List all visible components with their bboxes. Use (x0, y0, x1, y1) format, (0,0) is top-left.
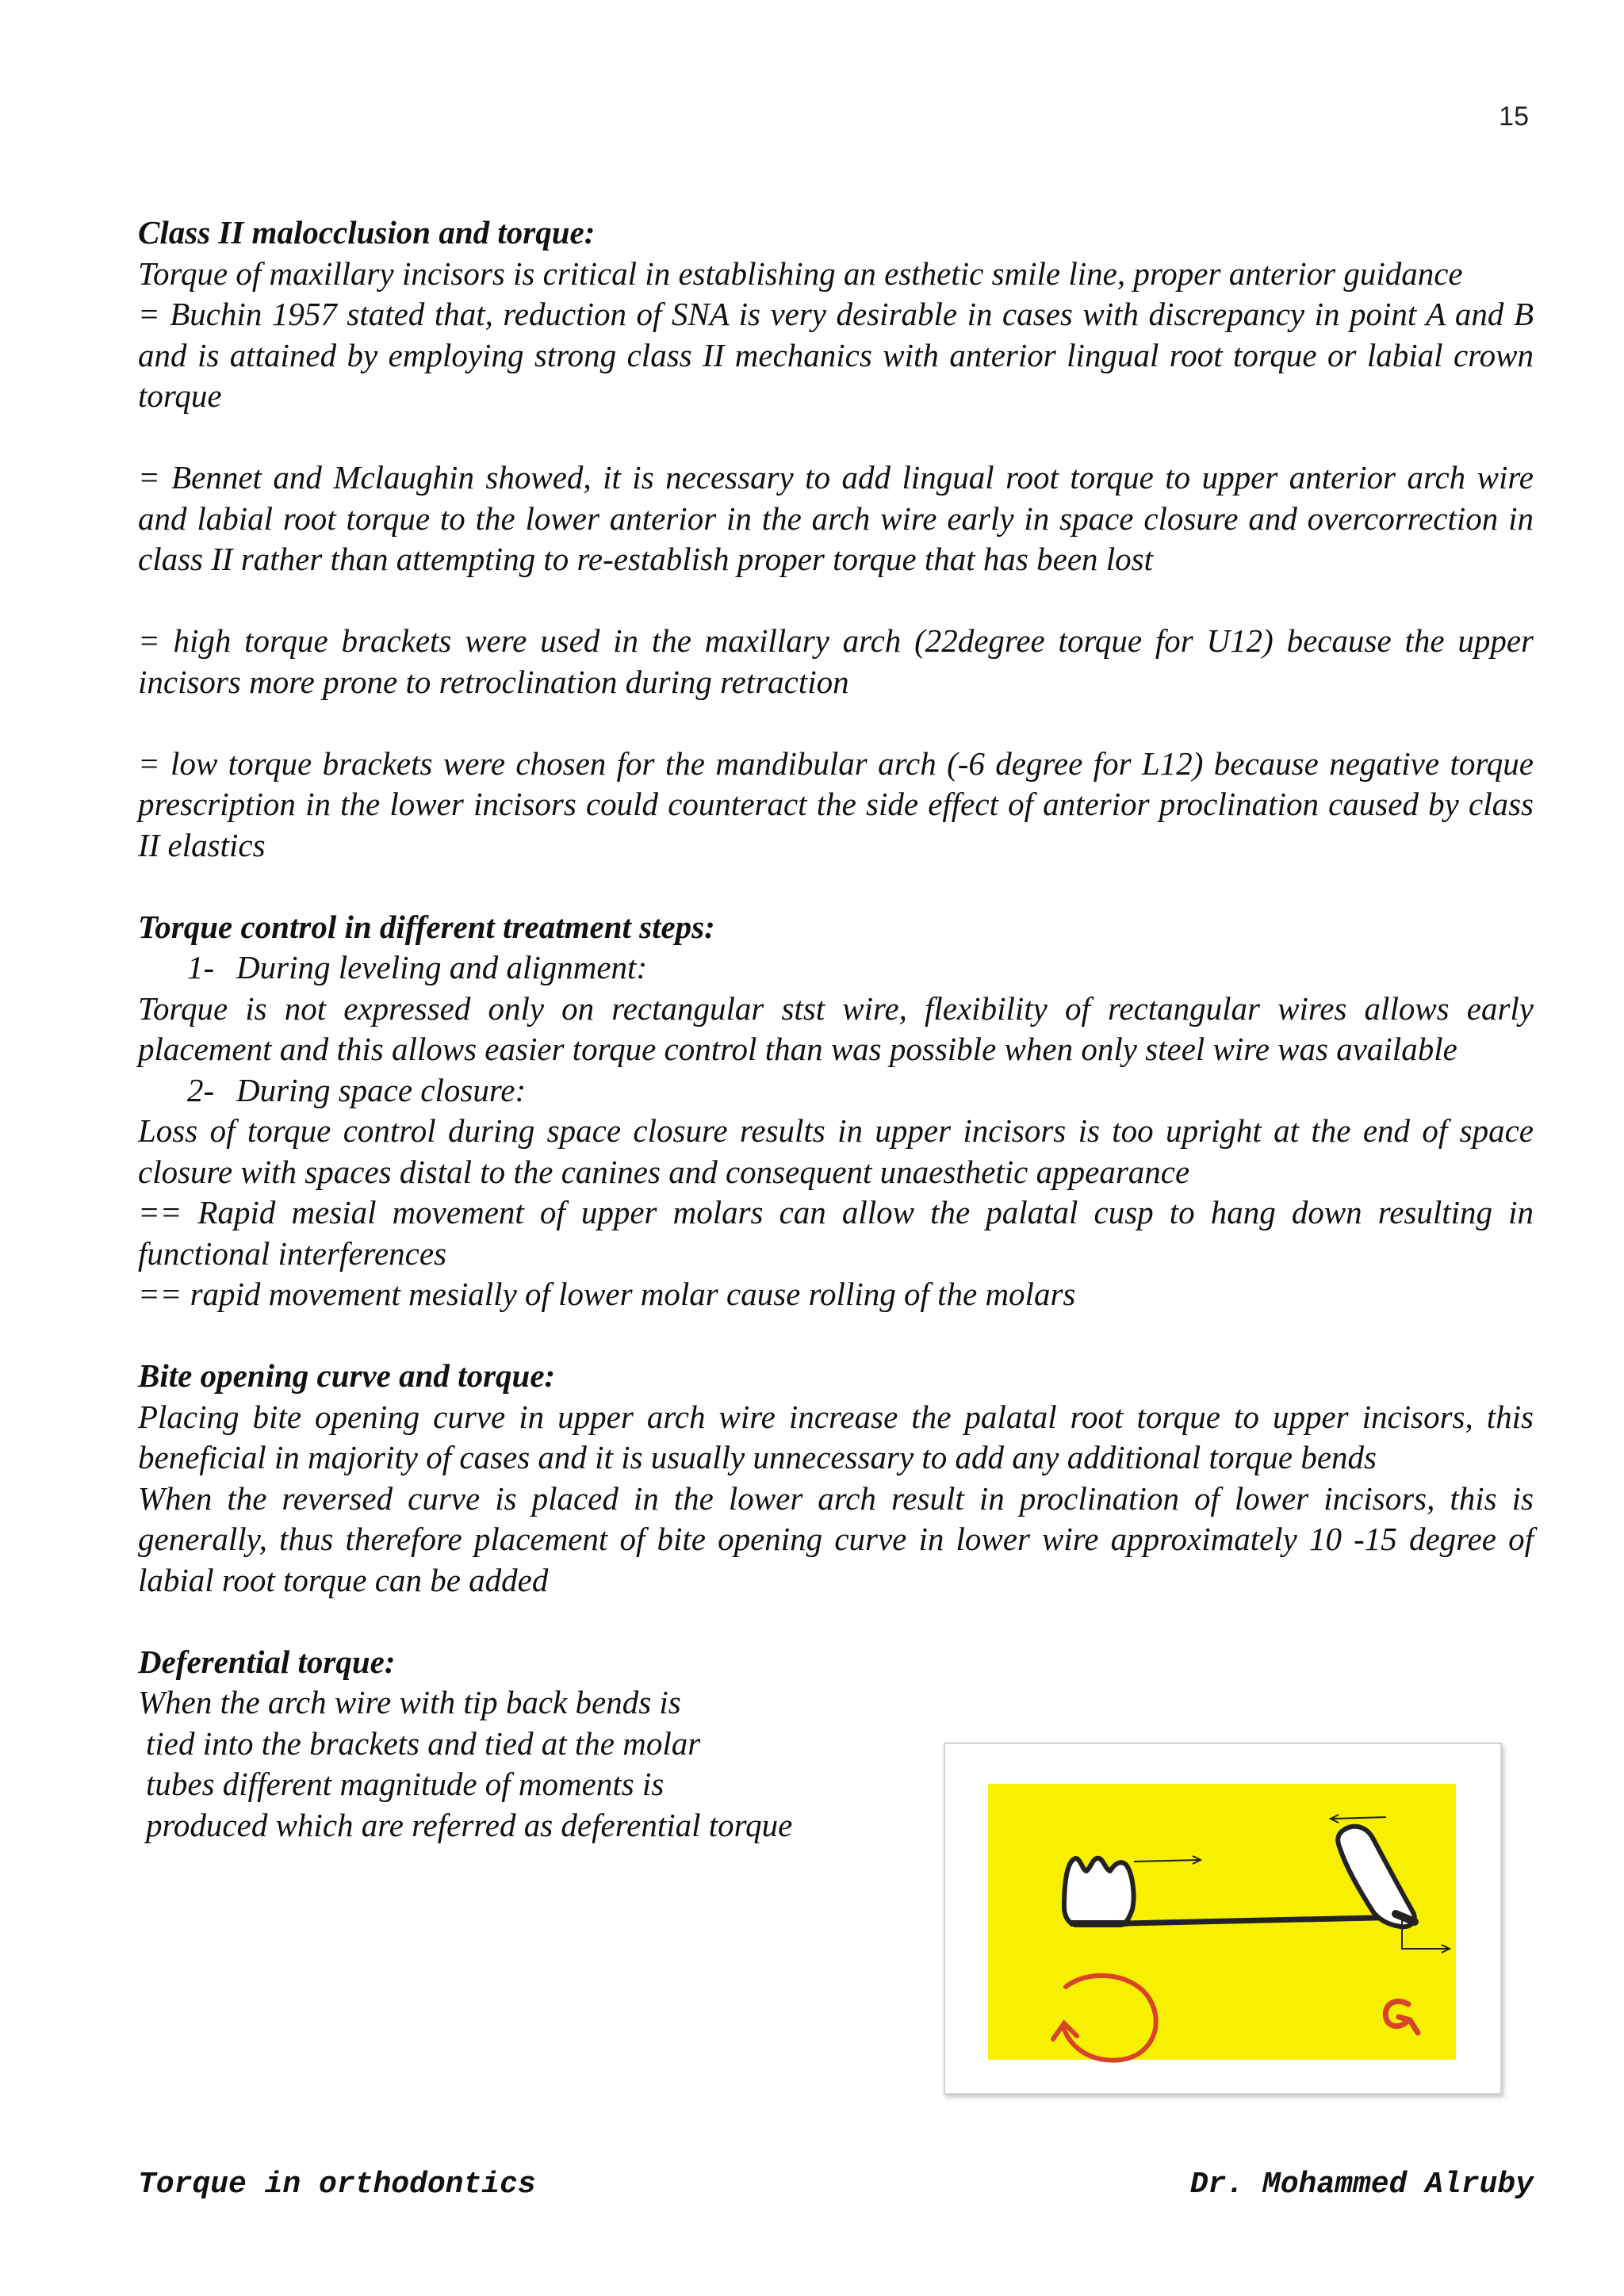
list-label: During leveling and alignment: (236, 949, 648, 985)
page-number: 15 (1499, 101, 1529, 132)
text-line: tubes different magnitude of moments is (146, 1766, 665, 1802)
paragraph: Torque of maxillary incisors is critical in establishing an esthetic smile line, proper anterior guidance (138, 254, 1463, 292)
deferential-torque-figure (944, 1743, 1502, 2095)
paragraph: == Rapid mesial movement of upper molars can allow the palatal cusp to hang down resulting in functional interferences (138, 1194, 1534, 1272)
paragraph: = Buchin 1957 stated that, reduction of SNA is very desirable in cases with discrepancy in point A and B and is attained by employing strong class II mechanics with anterior lingual root torque or labial crown torque (138, 296, 1534, 414)
text-line: produced which are referred as deferential torque (146, 1806, 793, 1843)
spacer (138, 580, 1534, 622)
spacer (138, 702, 1534, 744)
list-label: During space closure: (236, 1071, 527, 1108)
main-content (138, 212, 1534, 1846)
section-heading-bite-opening: Bite opening curve and torque: (138, 1357, 556, 1394)
list-item (138, 1070, 1534, 1112)
list-number: 1- (187, 949, 215, 985)
spacer (138, 866, 1534, 907)
spacer (138, 417, 1534, 458)
text-line: When the arch wire with tip back bends is (138, 1684, 681, 1720)
footer-author: Dr. Mohammed Alruby (1189, 2168, 1534, 2202)
spacer (138, 1315, 1534, 1357)
figure-illustration (945, 1744, 1500, 2093)
paragraph: = Bennet and Mclaughin showed, it is necessary to add lingual root torque to upper anterior arch wire and labial root torque to the lower anterior in the arch wire early in space closure and overcorrection in class II rather than attempting to re-establish proper torque that has been lost (138, 459, 1534, 577)
paragraph: == rapid movement mesially of lower molar cause rolling of the molars (138, 1276, 1076, 1312)
section-heading-class-ii: Class II malocclusion and torque: (138, 214, 596, 251)
section-heading-torque-control: Torque control in different treatment steps: (138, 908, 715, 945)
paragraph: Placing bite opening curve in upper arch wire increase the palatal root torque to upper incisors, this beneficial in majority of cases and it is usually unnecessary to add any additional torque bends (138, 1398, 1534, 1475)
paragraph: Torque is not expressed only on rectangular stst wire, flexibility of rectangular wires allows early placement and this allows easier torque control than was possible when only steel wire was available (138, 989, 1534, 1067)
paragraph: = high torque brackets were used in the maxillary arch (22degree torque for U12) because the upper incisors more prone to retroclination during retraction (138, 622, 1534, 700)
paragraph: When the reversed curve is placed in the lower arch result in proclination of lower incisors, this is generally, thus therefore placement of bite opening curve in lower wire approximately 10 -15 degree of labial root torque can be added (138, 1479, 1534, 1598)
list-item (138, 947, 1534, 989)
text-line: tied into the brackets and tied at the molar (146, 1724, 701, 1762)
molar-tooth-icon (1064, 1858, 1134, 1925)
section-heading-deferential: Deferential torque: (138, 1643, 396, 1680)
paragraph: Loss of torque control during space closure results in upper incisors is too upright at the end of space closure with spaces distal to the canines and consequent unaesthetic appearance (138, 1112, 1534, 1190)
spacer (138, 1601, 1534, 1642)
paragraph: = low torque brackets were chosen for the mandibular arch (-6 degree for L12) because negative torque prescription in the lower incisors could counteract the side effect of anterior proclination caused by class II elastics (138, 744, 1534, 863)
list-number: 2- (187, 1071, 215, 1108)
footer-title: Torque in orthodontics (138, 2168, 536, 2202)
